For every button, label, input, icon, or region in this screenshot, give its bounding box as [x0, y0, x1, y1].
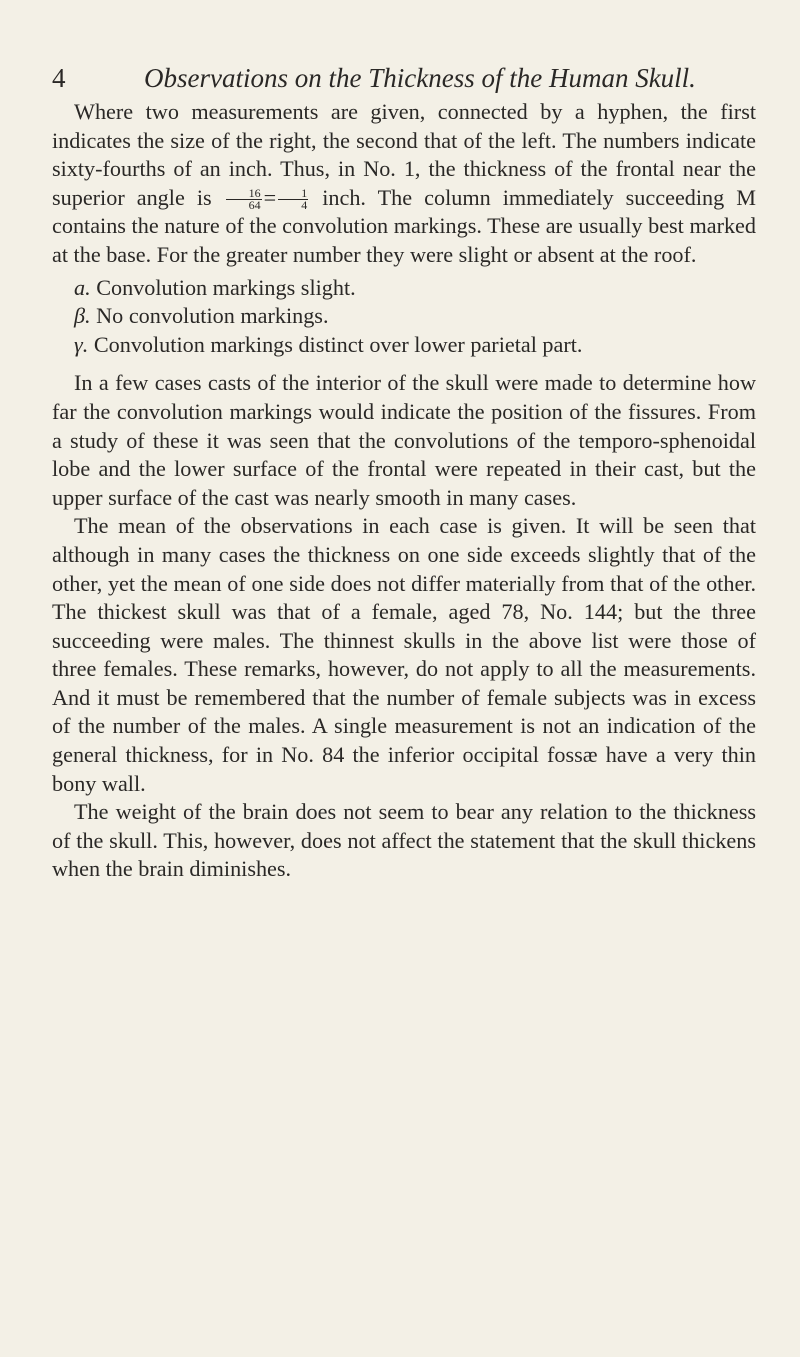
- body-text: [52, 98, 756, 884]
- legend-item: [52, 331, 756, 360]
- fraction-denominator: 64: [248, 198, 261, 213]
- equals-sign: =: [263, 184, 277, 210]
- fraction-one-quarter: [278, 188, 308, 211]
- running-head: [52, 60, 752, 96]
- paragraph-text: inch. The column immediately succeeding M contains the nature of the convolution markings. These are usually best marked at the base. For the greater number they were slight or absent at the roof.: [52, 184, 757, 267]
- convolution-legend: [52, 274, 756, 360]
- legend-symbol: γ.: [74, 331, 89, 357]
- paragraph-measurement-notes: [52, 98, 756, 270]
- legend-symbol: a.: [74, 274, 91, 300]
- legend-text: Convolution markings distinct over lower parietal part.: [93, 331, 583, 357]
- paragraph-text: Where two measurements are given, connected by a hyphen, the first indicates the size of the right, the second that of the left. The numbers indicate sixty-fourths of an inch. Thus, in No. 1, the thickness of the frontal near the superior angle is: [52, 99, 756, 210]
- legend-item: [52, 274, 756, 303]
- running-title: Observations on the Thickness of the Human Skull.: [144, 63, 696, 93]
- legend-item: [52, 302, 756, 331]
- fraction-numerator: 1: [278, 188, 308, 200]
- legend-symbol: β.: [74, 303, 91, 329]
- fraction-numerator: 16: [226, 188, 262, 200]
- legend-text: Convolution markings slight.: [96, 274, 356, 300]
- paragraph-mean: The mean of the observations in each case is given. It will be seen that although in many cases the thickness on one side exceeds slightly that of the other, yet the mean of one side does not differ materially from that of the other. The thickest skull was that of a female, aged 78, No. 144; but the three succeeding were males. The thinnest skulls in the above list were those of three females. These remarks, however, do not apply to all the measurements. And it must be remembered that the number of female subjects was in excess of the number of the males. A single measurement is not an indication of the general thickness, for in No. 84 the inferior occipital fossæ have a very thin bony wall.: [52, 513, 756, 796]
- paragraph-casts: In a few cases casts of the interior of the skull were made to determine how far the convolution markings would indicate the position of the fissures. From a study of these it was seen that the convolutions of the temporo-sphenoidal lobe and the lower surface of the frontal were repeated in their cast, but the upper surface of the cast was nearly smooth in many cases.: [52, 370, 756, 510]
- page-number: 4: [52, 63, 66, 93]
- paragraph-brain-weight: The weight of the brain does not seem to bear any relation to the thickness of the skull. This, however, does not affect the statement that the skull thickens when the brain diminishes.: [52, 799, 756, 882]
- fraction-denominator: 4: [301, 198, 308, 213]
- legend-text: No convolution markings.: [96, 303, 329, 329]
- fraction-sixteen-sixtyfourths: [226, 188, 262, 211]
